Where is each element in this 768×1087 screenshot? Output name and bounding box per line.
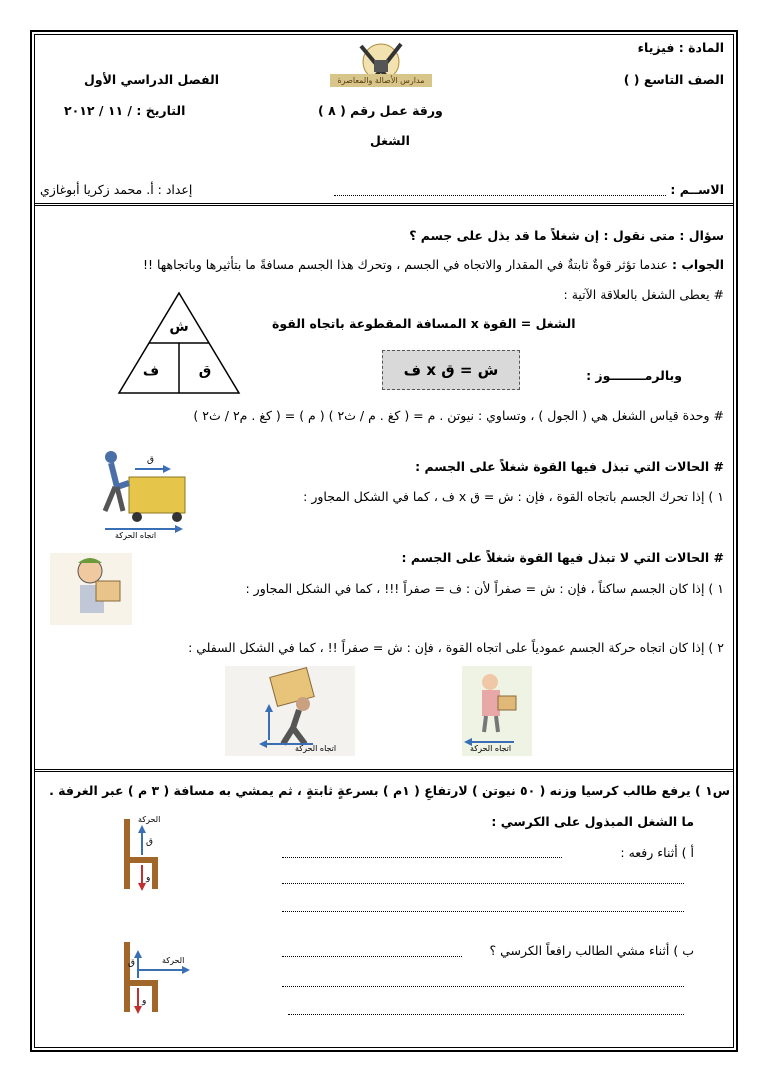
chair-lift-figure (108, 815, 178, 895)
prepared-by: إعداد : أ. محمد زكريا أبوغازي (40, 182, 193, 197)
sheet-title: ورقة عمل رقم ( ٨ ) (318, 103, 443, 118)
answer-b-line-2[interactable] (282, 986, 684, 987)
name-label: الاســم : (670, 182, 724, 197)
relation-formula: الشغل = القوة x المسافة المقطوعة باتجاه القوة (272, 316, 576, 331)
chair1-motion-label: الحركة (138, 815, 161, 824)
term-label: الفصل الدراسي الأول (84, 72, 219, 87)
exercise-question: س١ ) يرفع طالب كرسيا وزنه ( ٥٠ نيوتن ) لارتفاعِ ( ١م ) بسرعةٍ ثابتةٍ ، ثم يمشي به مسافة ( ٣ م ) عبر الغرفة . (49, 783, 730, 798)
answer-a-line-3[interactable] (282, 911, 684, 912)
exercise-divider (34, 769, 734, 772)
carry-direction-caption-right: اتجاه الحركة (470, 744, 512, 753)
exercise-part-a: أ ) أثناء رفعه : (620, 845, 694, 860)
subject-label: المادة : فيزياء (637, 40, 724, 55)
header-divider (34, 203, 734, 206)
unit-line: # وحدة قياس الشغل هي ( الجول ) ، وتساوي : نيوتن . م = ( كغ . م / ث٢ ) ( م ) = ( كغ . م٢ / ث٢ ) (193, 408, 724, 423)
grade-label: الصف التاسع ( ) (623, 72, 724, 87)
chair2-weight-label: و (142, 996, 147, 1006)
girl-holding-box-figure (462, 666, 532, 756)
chair1-force-label: ق (146, 837, 153, 847)
symbols-label: وبالرمــــــــوز : (586, 368, 682, 383)
relation-intro: # يعطى الشغل بالعلاقة الآتية : (563, 287, 724, 302)
exercise-subquestion: ما الشغل المبذول على الكرسي : (491, 814, 694, 829)
topic-title: الشغل (370, 133, 410, 148)
chair2-motion-label: الحركة (162, 956, 185, 965)
chair1-weight-label: و (146, 873, 151, 883)
cart-force-label: ق (147, 455, 154, 465)
answer-b-line-3[interactable] (288, 1014, 684, 1015)
chair2-force-label: ق (128, 958, 135, 968)
cases-work-heading: # الحالات التي تبذل فيها القوة شغلاً على الجسم : (415, 459, 724, 474)
exercise-part-b: ب ) أثناء مشي الطالب رافعاً الكرسي ؟ (489, 943, 694, 958)
answer-label: الجواب : (671, 257, 724, 272)
answer-text: عندما تؤثر قوةٌ ثابتةٌ في المقدار والاتجاه في الجسم ، وتحرك هذا الجسم مسافةً ما بتأثيرها وباتجاهها !! (142, 257, 668, 272)
pushing-cart-figure (85, 447, 195, 542)
triangle-work: ش (169, 319, 189, 335)
cases-no-work-item2: ٢ ) إذا كان اتجاه حركة الجسم عمودياً على اتجاه القوة ، فإن : ش = صفراً !! ، كما في الشكل السفلي : (188, 640, 724, 655)
work-triangle-diagram (117, 291, 241, 395)
cases-no-work-heading: # الحالات التي لا تبذل فيها القوة شغلاً على الجسم : (401, 550, 724, 565)
triangle-shape (117, 291, 241, 395)
carrying-box-walking-figure (225, 666, 355, 756)
intro-question: سؤال : متى نقول : إن شغلاً ما قد بذل على جسم ؟ (409, 228, 724, 243)
cases-no-work-item1: ١ ) إذا كان الجسم ساكناً ، فإن : ش = صفراً لأن : ف = صفراً !!! ، كما في الشكل المجاور : (245, 581, 724, 596)
triangle-distance: ف (142, 363, 160, 379)
answer-a-line-2[interactable] (282, 883, 684, 884)
name-field[interactable] (334, 195, 666, 196)
cases-work-item1: ١ ) إذا تحرك الجسم باتجاه القوة ، فإن : ش = ق x ف ، كما في الشكل المجاور : (303, 489, 724, 504)
chair-walk-figure (108, 938, 198, 1018)
formula-box: ش = ق x ف (382, 350, 520, 390)
person-holding-box-figure (50, 553, 132, 625)
date-label: التاريخ : / ١١ / ٢٠١٢ (64, 103, 186, 118)
logo-text: مدارس الأصالة والمعاصرة (337, 76, 425, 85)
intro-answer (143, 257, 724, 273)
answer-b-line-1[interactable] (282, 956, 462, 957)
carry-direction-caption-left: اتجاه الحركة (295, 744, 337, 753)
answer-a-line-1[interactable] (282, 857, 562, 858)
triangle-force: ق (198, 363, 212, 379)
cart-direction-caption: اتجاه الحركة (115, 531, 157, 540)
school-logo (328, 40, 434, 88)
